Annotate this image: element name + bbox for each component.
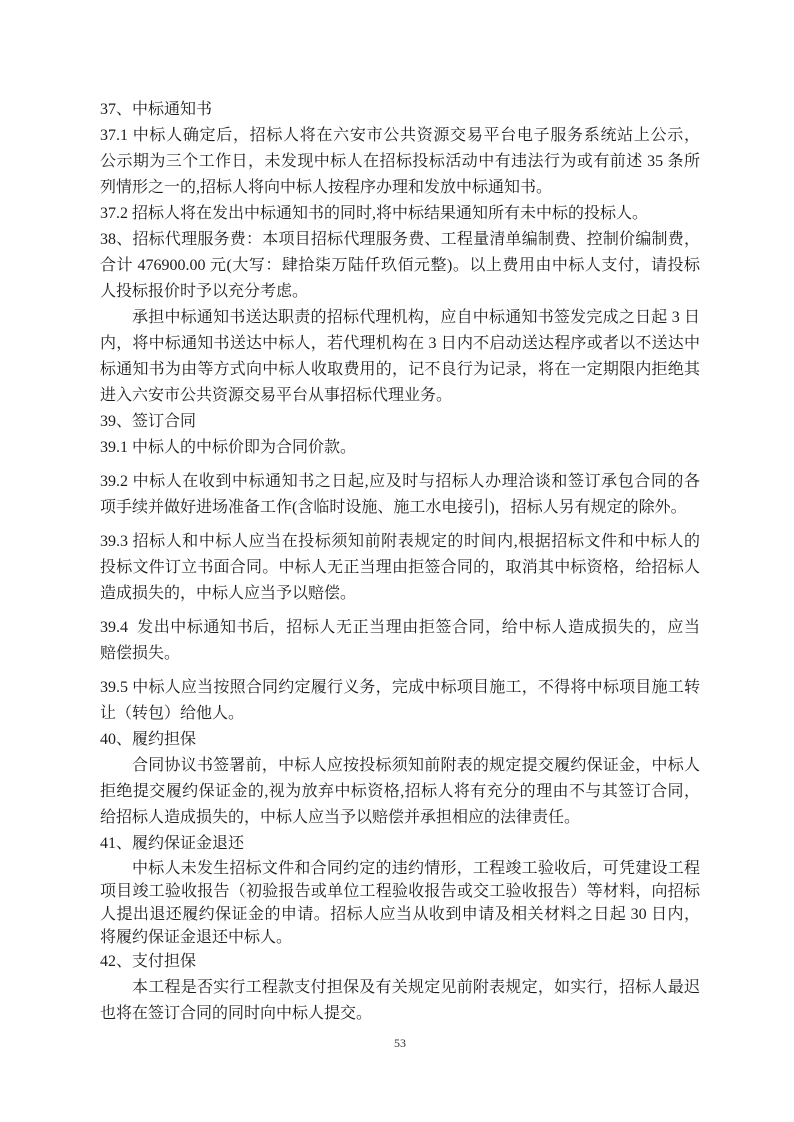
text-line: 合计 476900.00 元(大写：肆拾柒万陆仟玖佰元整)。以上费用由中标人支付，请投标 (100, 257, 700, 274)
text-line: 列情形之一的,招标人将向中标人按程序办理和发放中标通知书。 (100, 179, 553, 196)
text-line: 标通知书为由等方式向中标人收取费用的，记不良行为记录，将在一定期限内拒绝其 (100, 361, 700, 378)
text-line: 项目竣工验收报告（初验报告或单位工程验收报告或交工验收报告）等材料，向招标 (100, 883, 700, 900)
text-line: 也将在签订合同的同时向中标人提交。 (100, 1005, 373, 1022)
text-line: 造成损失的，中标人应当予以赔偿。 (100, 585, 357, 602)
paragraph (100, 305, 700, 409)
section-heading (100, 409, 700, 435)
paragraph (100, 975, 700, 1027)
text-line: 给招标人造成损失的，中标人应当予以赔偿并承担相应的法律责任。 (100, 809, 581, 826)
text-line: 项手续并做好进场准备工作(含临时设施、施工水电接引)，招标人另有规定的除外。 (100, 499, 687, 516)
text-line: 进入六安市公共资源交易平台从事招标代理业务。 (100, 387, 453, 404)
text-line: 将履约保证金退还中标人。 (100, 929, 293, 946)
page-number: 53 (394, 1036, 406, 1050)
text-line: 37.1 中标人确定后，招标人将在六安市公共资源交易平台电子服务系统站上公示， (100, 127, 700, 144)
text-line: 38、招标代理服务费：本项目招标代理服务费、工程量清单编制费、控制价编制费， (100, 231, 700, 248)
paragraph (100, 201, 700, 227)
text-line: 内，将中标通知书送达中标人，若代理机构在 3 日内不启动送达程序或者以不送达中 (100, 335, 700, 352)
text-line: 39.4 发出中标通知书后，招标人无正当理由拒签合同，给中标人造成损失的，应当 (100, 619, 700, 636)
text-line: 让（转包）给他人。 (100, 705, 245, 722)
text-line: 拒绝提交履约保证金的,视为放弃中标资格,招标人将有充分的理由不与其签订合同， (100, 783, 700, 800)
text-line: 人投标报价时予以充分考虑。 (100, 283, 309, 300)
text-line: 39.2 中标人在收到中标通知书之日起,应及时与招标人办理洽谈和签订承包合同的各 (100, 473, 700, 490)
text-line: 本工程是否实行工程款支付担保及有关规定见前附表规定，如实行，招标人最迟 (132, 979, 700, 996)
text-line: 投标文件订立书面合同。中标人无正当理由拒签合同的，取消其中标资格，给招标人 (100, 559, 700, 576)
paragraph (100, 123, 700, 201)
text-line: 合同协议书签署前，中标人应按投标须知前附表的规定提交履约保证金，中标人 (132, 757, 700, 774)
text-line: 37、中标通知书 (100, 101, 213, 118)
text-line: 39.3 招标人和中标人应当在投标须知前附表规定的时间内,根据招标文件和中标人的 (100, 533, 700, 550)
paragraph (100, 227, 700, 305)
text-line: 39.1 中标人的中标价即为合同价款。 (100, 439, 357, 456)
paragraph (100, 857, 700, 949)
paragraph (100, 615, 700, 667)
text-line: 赔偿损失。 (100, 645, 181, 662)
paragraph (100, 753, 700, 831)
paragraph (100, 675, 700, 727)
section-heading (100, 97, 700, 123)
section-heading (100, 831, 700, 857)
section-heading (100, 727, 700, 753)
text-line: 40、履约担保 (100, 731, 197, 748)
document-body (100, 97, 700, 1027)
text-line: 37.2 招标人将在发出中标通知书的同时,将中标结果通知所有未中标的投标人。 (100, 205, 649, 222)
text-line: 42、支付担保 (100, 953, 197, 970)
section-heading (100, 949, 700, 975)
text-line: 39.5 中标人应当按照合同约定履行义务，完成中标项目施工，不得将中标项目施工转 (100, 679, 700, 696)
text-line: 公示期为三个工作日，未发现中标人在招标投标活动中有违法行为或有前述 35 条所 (100, 153, 700, 170)
paragraph (100, 435, 700, 461)
text-line: 承担中标通知书送达职责的招标代理机构，应自中标通知书签发完成之日起 3 日 (132, 309, 700, 326)
paragraph (100, 469, 700, 521)
text-line: 中标人未发生招标文件和合同约定的违约情形，工程竣工验收后，可凭建设工程 (132, 860, 700, 877)
paragraph (100, 529, 700, 607)
text-line: 人提出退还履约保证金的申请。招标人应当从收到申请及相关材料之日起 30 日内， (100, 906, 700, 923)
text-line: 39、签订合同 (100, 413, 197, 430)
text-line: 41、履约保证金退还 (100, 835, 245, 852)
